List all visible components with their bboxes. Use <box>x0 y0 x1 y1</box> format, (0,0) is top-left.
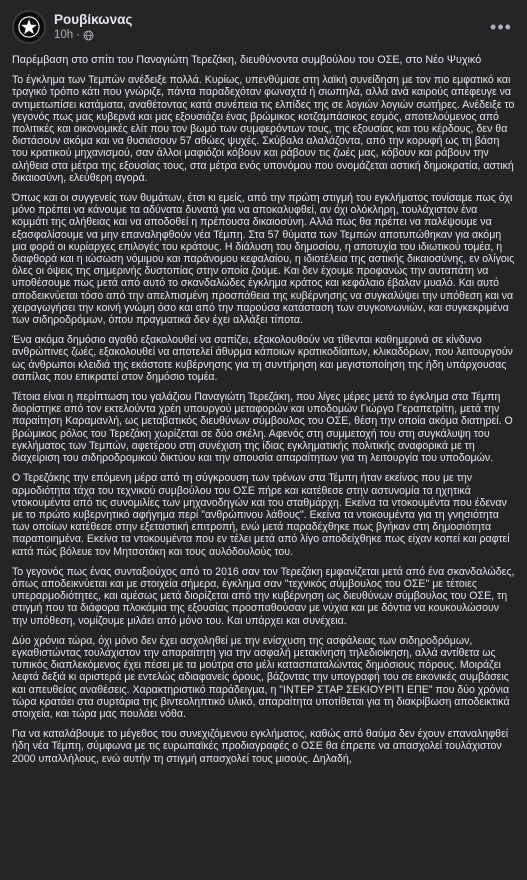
post-body <box>12 54 515 765</box>
page-name-link[interactable]: Ρουβίκωνας <box>54 12 133 27</box>
post-paragraph: Τέτοια είναι η περίπτωση του γαλάζιου Παναγιώτη Τερεζάκη, που λίγες μέρες μετά το έγκλημα στα Τέμπη διορίστηκε από τον εκτελούντα χρέη υπουργού μεταφορών και υποδομών Γιώργο Γεραπετρίτη, μετά την παραίτηση Καραμανλή, ως μεταβατικός διευθύνων σύμβουλος του ΟΣΕ, θέση την οποία ακόμα διατηρεί. Ο βρώμικος ρόλος του Τερεζάκη χωρίζεται σε δύο σκέλη. Αφενός στη συμμετοχή του στη συγκάλυψη του εγκλήματος των Τεμπών, αφετέρου στη συνέχιση της ίδιας εγκληματικής πολιτικής αναφορικά με τη διαχείριση του σιδηροδρομικού δικτύου και την απουσία απαραίτητων για τη λειτουργία του υποδομών. <box>12 391 513 465</box>
page-avatar[interactable] <box>12 10 46 44</box>
post-paragraph: Το γεγονός πως ένας συνταξιούχος από το 2016 σαν τον Τερεζάκη εμφανίζεται μετά από ένα σκανδαλώδες, όπως αποδεικνύεται και με στοιχεία σήμερα, έγκλημα σαν "τεχνικός σύμβουλος του ΟΣΕ" με τέτοιες υπεραρμοδιότητες, και αμέσως μετά διορίζεται από την κυβέρνηση ως διευθύνων σύμβουλος του ΟΣΕ, τη στιγμή που τα διάφορα πλοκάμια της εξουσίας προσπαθούσαν με νύχια και με δόντια να κουκουλώσουν την υπόθεση, νομίζουμε μιλάει από μόνο του. Και υπάρχει και συνέχεια. <box>12 565 515 627</box>
post-paragraph: Όπως και οι συγγενείς των θυμάτων, έτσι κι εμείς, από την πρώτη στιγμή του εγκλήματος τονίσαμε πως όχι μόνο πρέπει να κάνουμε τα αδύνατα δυνατά για να αποκαλυφθεί, αν όχι ολόκληρη, τουλάχιστον ένα κομμάτι της αλήθειας και να αποδοθεί η πρέπουσα δικαιοσύνη. Αλλά πως θα πρέπει να παλέψουμε να εξασφαλίσουμε να μην επαναληφθούν νέα Τέμπη. Στα 57 θύματα των Τεμπών αποτυπώθηκαν για ακόμη μια φορά οι κυρίαρχες επιλογές του κράτους. Η διάλυση του δημοσίου, η αποτυχία του ιδιωτικού τομέα, η διαφθορά και η ιώσωση νόμιμου και παράνομου κεφαλαίου, η ιδιοτέλεια της αστικής δικαιοσύνης, εν ολίγοις όλες οι όψεις της σημερινής δυστοπίας στην οποία ζούμε. Και δεν έχουμε προφανώς την αυταπάτη να υποθέσουμε πως μετά από αυτό το σκανδαλώδες έγκλημα κράτος και κεφάλαιο έβαλαν μυαλό. Και αυτό αποδεικνύεται τόσο από την απελπισμένη προσπάθεια της κυβέρνησης να συγκαλύψει την υπόθεση και να χειραγωγήσει την κοινή γνώμη όσο και από την παρούσα κατάσταση των συγκοινωνιών, και συγκεκριμένα των σιδηροδρόμων, όπου πραγματικά δεν έχει αλλάξει τίποτα. <box>12 192 515 327</box>
post-meta <box>54 12 487 42</box>
more-options-icon[interactable]: ••• <box>490 16 512 37</box>
post-timestamp[interactable]: 10h <box>54 29 74 41</box>
globe-icon <box>83 30 94 41</box>
timestamp-separator: · <box>76 29 81 41</box>
post-paragraph: Ένα ακόμα δημόσιο αγαθό εξακολουθεί να σαπίζει, εξακολουθούν να τίθενται καθημερινά σε κίνδυνο ανθρώπινες ζωές, εξακολουθεί να αποτελεί άθυρμα κάποιων κρατικοδίαιτων, κλικαδόρων, που λειτουργούν ως άνθρωποι κλειδιά της εκάστοτε κυβέρνησης για τη συντήρηση και μεγιστοποίηση της ήδη υπάρχουσας σαπίλας που επικρατεί στον δημόσιο τομέα. <box>12 334 513 383</box>
post-paragraph: Ο Τερεζάκης την επόμενη μέρα από τη σύγκρουση των τρένων στα Τέμπη ήταν εκείνος που με την αρμοδιότητα τάχα του τεχνικού συμβούλου του ΟΣΕ πήρε και κατέθεσε στην αστυνομία τα ηχητικά ντοκουμέντα από τις συνομιλίες των μηχανοδηγών και του σταθμάρχη. Εκείνα τα ντοκουμέντα που έδεναν με το πρώτο κυβερνητικό αφήγημα περί "ανθρώπινου λάθους". Εκείνα τα ντοκουμέντα για τη γνησιότητα των οποίων κατέθεσε στην εξεταστική επιτροπή, ενώ μετά παραδέχθηκε πως βγήκαν στη δημοσιότητα παραποιημένα. Εκείνα τα ντοκουμέντα που εν τέλει μετά από λίγο αποδείχθηκε πως είχαν κοπεί και ραφτεί κατά πώς βόλευε τον Μητσοτάκη και τους αυλόδουλούς του. <box>12 472 510 558</box>
post-header <box>12 0 515 48</box>
post-paragraph: Το έγκλημα των Τεμπών ανέδειξε πολλά. Κυρίως, υπενθύμισε στη λαϊκή συνείδηση με τον πιο εμφατικό και τραγικό τρόπο κάτι που γνώριζε, πάντα παραδεχόταν φωναχτά ή σιωπηλά, αλλά ανά καιρούς απέφευγε να αντιμετωπίσει κατάματα, αναθέτοντας κατά συνέπεια τις ελπίδες της σε λογιών λογιών σωτήρες. Ανέδειξε το γεγονός πως μας κυβερνά και μας εξουσιάζει ένας βρώμικος κοτζαμπάσικος εσμός, αποτελούμενος από πολιτικές και οικονομικές ελίτ που τον βωμό των συμφερόντων τους, της εξουσίας και του κέρδους, δεν θα διστάσουν ακόμα και να θυσιάσουν 57 αθώες ψυχές. Σκύβαλα αλαλάζοντα, από την κορυφή ως τη βάση του κρατικού μηχανισμού, σαν άλλοι μαφιόζοι κόβουν και ράβουν τις ζωές μας, κόβουν και ράβουν την αλήθεια στα μέτρα της εξουσίας τους, στα μέτρα ενός υπονόμου που ονομάζεται αστική δημοκρατία, αστική δικαιοσύνη, ελεύθερη αγορά. <box>12 74 515 184</box>
star-icon <box>18 16 40 38</box>
post-paragraph: Για να καταλάβουμε το μέγεθος του συνεχιζόμενου εγκλήματος, καθώς από θαύμα δεν έχουν επαναληφθεί ήδη νέα Τέμπη, σύμφωνα με τις ευρωπαϊκές προδιαγραφές ο ΟΣΕ θα έπρεπε να απασχολεί τουλάχιστον 2000 υπαλλήλους, ενώ αυτήν τη στιγμή απασχολεί τους μισούς. Δηλαδή, <box>12 728 509 765</box>
post-paragraph-intro: Παρέμβαση στο σπίτι του Παναγιώτη Τερεζάκη, διευθύνοντα συμβούλου του ΟΣΕ, στο Νέο Ψυχικό <box>12 54 482 66</box>
post-paragraph: Δύο χρόνια τώρα, όχι μόνο δεν έχει ασχοληθεί με την ενίσχυση της ασφάλειας των σιδηροδρόμων, εγκαθιστώντας τουλάχιστον την απαραίτητη για την ασφαλή μετακίνηση τηλεδιοίκηση, αλλά αντίθετα ως τυπικός διαπλεκόμενος έχει πέσει με τα μούτρα στο μέλι κατασπαταλώντας δημόσιους πόρους. Μοιράζει λεφτά δεξιά κι αριστερά με εντελώς αδιαφανείς όρους, βάζοντας την υπογραφή του σε εικονικές συμβάσεις και απευθείας αναθέσεις. Χαρακτηριστικό παράδειγμα, η "ΙΝΤΕΡ ΣΤΑΡ ΣΕΚΙΟΥΡΙΤΙ ΕΠΕ" που δύο χρόνια τώρα κρατάει στα συρτάρια της βιντεοληπτικό υλικό, απαραίτητα υποτίθεται για τη διακρίβωση αποδεικτικά στοιχεία, και τώρα μας πουλάει νόθα. <box>12 634 510 720</box>
post-subline <box>54 28 487 42</box>
